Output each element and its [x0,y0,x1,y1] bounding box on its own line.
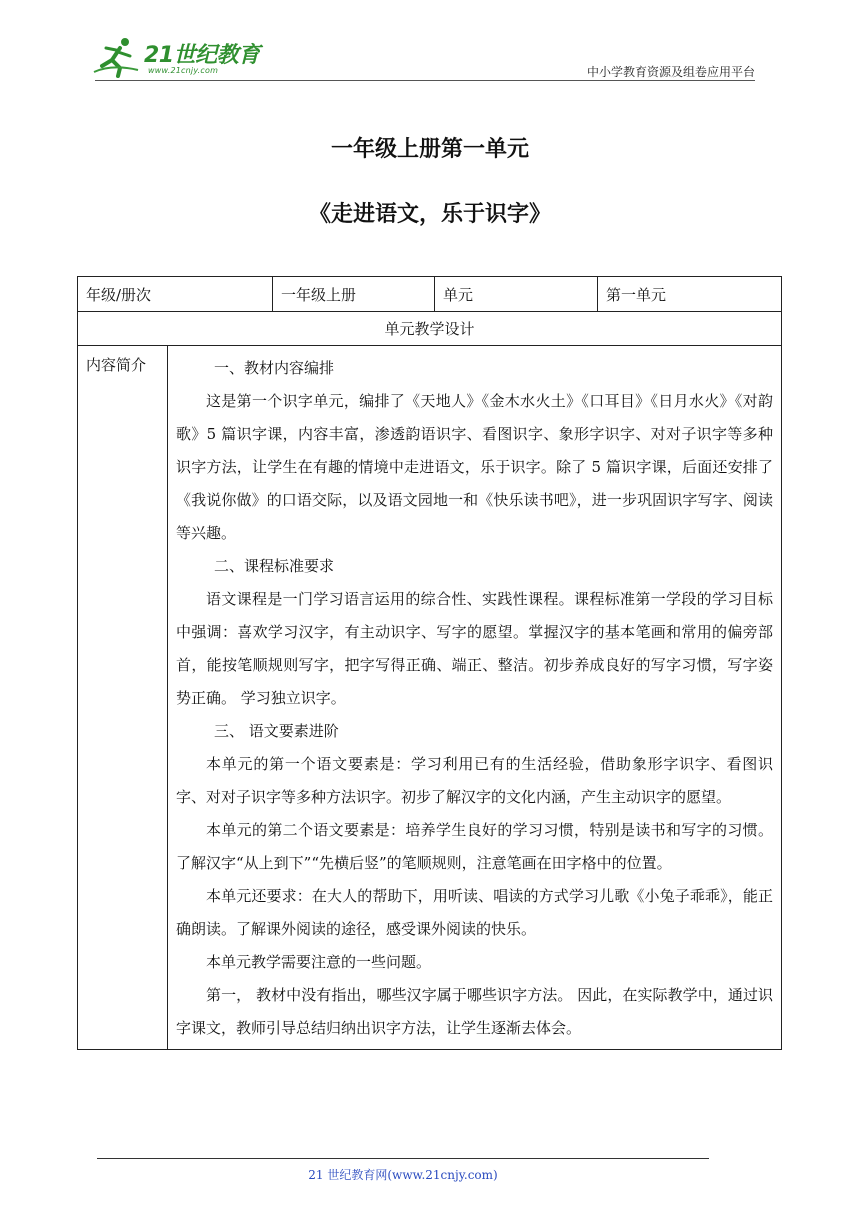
section-heading: 一、教材内容编排 [214,359,335,377]
grade-label-cell: 年级/册次 [78,277,273,312]
unit-label-cell: 单元 [435,277,598,312]
paragraph: 本单元的第二个语文要素是：培养学生良好的学习习惯，特别是读书和写字的习惯。 了解汉字“从上到下”“先横后竖”的笔顺规则，注意笔画在田字格中的位置。 [176,821,773,872]
page-header [0,0,860,90]
logo-text: 21世纪教育 [144,43,260,68]
paragraph: 这是第一个识字单元，编排了《天地人》《金木水火土》《口耳目》《日月水火》《对韵歌》5 篇识字课，内容丰富，渗透韵语识字、看图识字、象形字识字、对对子识字等多种识字方法，让学生在有趣的情境中走进语文，乐于识字。除了 5 篇识字课，后面还安排了《我说你做》的口语交际，以及语文园地一和《快乐读书吧》，进一步巩固识字写字、阅读等兴趣。 [176,392,773,542]
paragraph: 本单元的第一个语文要素是：学习利用已有的生活经验，借助象形字识字、看图识字、对对子识字等多种方法识字。初步了解汉字的文化内涵，产生主动识字的愿望。 [176,755,773,806]
section-heading: 三、 语文要素进阶 [214,722,339,740]
platform-name: 中小学教育资源及组卷应用平台 [586,65,755,79]
grade-value-cell: 一年级上册 [273,277,435,312]
title-line-2: 《走进语文，乐于识字》 [308,202,551,227]
paragraph: 第一， 教材中没有指出，哪些汉字属于哪些识字方法。 因此，在实际教学中，通过识字课文，教师引导总结归纳出识字方法，让学生逐渐去体会。 [176,986,773,1037]
section-header-cell: 单元教学设计 [78,312,782,346]
header-divider [95,80,755,81]
table-row [78,312,782,346]
footer-text: 21 世纪教育网(www.21cnjy.com) [308,1168,498,1182]
title-line-1: 一年级上册第一单元 [330,137,529,162]
content-cell [168,346,782,1050]
paragraph: 语文课程是一门学习语言运用的综合性、实践性课程。课程标准第一学段的学习目标中强调：喜欢学习汉字，有主动识字、写字的愿望。掌握汉字的基本笔画和常用的偏旁部首，能按笔顺规则写字，把字写得正确、端正、整洁。初步养成良好的写字习惯，写字姿势正确。 学习独立识字。 [176,590,773,707]
table-row [78,346,782,1050]
paragraph: 本单元教学需要注意的一些问题。 [206,953,432,971]
unit-value-cell: 第一单元 [598,277,782,312]
section-heading: 二、课程标准要求 [214,557,335,575]
paragraph: 本单元还要求：在大人的帮助下，用听读、唱读的方式学习儿歌《小兔子乖乖》，能正确朗读。了解课外阅读的途径，感受课外阅读的快乐。 [176,887,773,938]
footer-divider [97,1158,709,1159]
design-table [77,276,781,1050]
logo-url: www.21cnjy.com [148,66,219,75]
table-row [78,277,782,312]
logo [92,36,267,78]
runner-logo-icon [92,36,142,78]
content-label-cell: 内容简介 [78,346,168,1050]
